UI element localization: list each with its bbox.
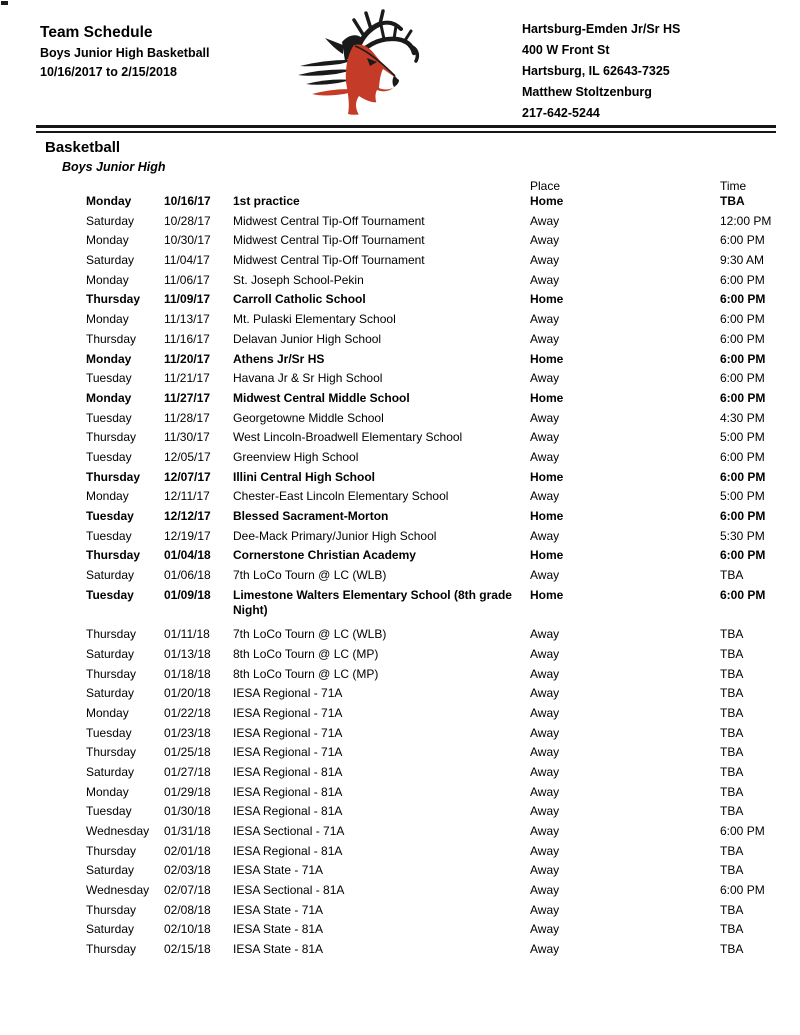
row-date: 11/16/17 — [164, 331, 210, 346]
row-time: TBA — [720, 725, 744, 740]
schedule-row — [86, 352, 780, 367]
schedule-row — [86, 430, 780, 445]
row-date: 01/06/18 — [164, 568, 211, 583]
col-header-time: Time — [720, 179, 747, 193]
row-place: Away — [530, 213, 560, 228]
row-date: 10/28/17 — [164, 213, 211, 228]
row-time: 6:00 PM — [720, 351, 766, 366]
row-date: 01/23/18 — [164, 725, 211, 740]
row-time: 6:00 PM — [720, 233, 765, 248]
row-time: TBA — [720, 902, 744, 917]
page-title: Team Schedule — [40, 24, 153, 41]
col-header-date-empty — [164, 180, 233, 193]
row-event: IESA Regional - 71A — [233, 745, 343, 760]
row-place: Away — [530, 253, 560, 268]
row-time: 6:00 PM — [720, 312, 765, 327]
row-place: Away — [530, 883, 560, 898]
row-event: West Lincoln-Broadwell Elementary School — [233, 430, 463, 445]
row-event: Carroll Catholic School — [233, 292, 366, 307]
row-date: 10/16/17 — [164, 194, 211, 208]
row-place: Away — [530, 331, 560, 346]
schedule-rows — [86, 194, 780, 957]
row-day: Tuesday — [86, 725, 132, 740]
schedule-row — [86, 765, 780, 780]
row-date: 02/01/18 — [164, 843, 211, 858]
row-time: TBA — [720, 745, 744, 760]
row-place: Away — [530, 312, 560, 327]
row-place: Away — [530, 646, 560, 661]
schedule-row — [86, 824, 780, 839]
row-place: Away — [530, 863, 560, 878]
row-event: Midwest Central Tip-Off Tournament — [233, 233, 425, 248]
schedule-row — [86, 785, 780, 800]
schedule-row — [86, 391, 780, 406]
row-date: 01/25/18 — [164, 745, 211, 760]
row-event: Mt. Pulaski Elementary School — [233, 312, 396, 327]
row-day: Saturday — [86, 922, 135, 937]
schedule-row — [86, 273, 780, 288]
row-event: St. Joseph School-Pekin — [233, 272, 364, 287]
row-day: Thursday — [86, 843, 137, 858]
row-day: Wednesday — [86, 883, 150, 898]
row-event: IESA State - 81A — [233, 922, 324, 937]
row-date: 01/04/18 — [164, 548, 211, 563]
row-place: Home — [530, 587, 564, 602]
col-header-day-empty — [86, 180, 164, 193]
row-date: 01/22/18 — [164, 705, 211, 720]
row-time: 5:00 PM — [720, 489, 765, 504]
row-day: Tuesday — [86, 528, 132, 543]
row-day: Thursday — [86, 469, 141, 484]
row-time: 6:00 PM — [720, 331, 765, 346]
row-place: Home — [530, 194, 564, 208]
row-date: 02/08/18 — [164, 902, 211, 917]
row-date: 01/11/18 — [164, 627, 210, 642]
row-time: 6:00 PM — [720, 449, 765, 464]
row-event: 8th LoCo Tourn @ LC (MP) — [233, 666, 379, 681]
row-time: TBA — [720, 922, 744, 937]
school-name: Hartsburg-Emden Jr/Sr HS — [522, 22, 681, 36]
row-event: Athens Jr/Sr HS — [233, 351, 325, 366]
schedule-row — [86, 942, 780, 957]
schedule-row — [86, 667, 780, 682]
row-date: 01/09/18 — [164, 587, 211, 602]
row-date: 11/06/17 — [164, 272, 210, 287]
row-date: 10/30/17 — [164, 233, 211, 248]
schedule-row — [86, 332, 780, 347]
row-event: Chester-East Lincoln Elementary School — [233, 489, 449, 504]
schedule-row — [86, 588, 780, 618]
row-date: 02/15/18 — [164, 942, 211, 957]
school-info — [522, 19, 680, 124]
row-place: Away — [530, 666, 560, 681]
row-day: Saturday — [86, 568, 135, 583]
row-time: 6:00 PM — [720, 824, 765, 839]
row-time: 6:00 PM — [720, 272, 765, 287]
row-date: 02/03/18 — [164, 863, 211, 878]
row-event: Dee-Mack Primary/Junior High School — [233, 528, 437, 543]
row-time: TBA — [720, 568, 744, 583]
row-place: Home — [530, 351, 564, 366]
section-team-heading: Boys Junior High — [62, 160, 166, 174]
date-range: 10/16/2017 to 2/15/2018 — [40, 65, 177, 79]
row-date: 01/18/18 — [164, 666, 211, 681]
title-block — [40, 24, 209, 79]
row-time: TBA — [720, 627, 744, 642]
row-time: 6:00 PM — [720, 390, 766, 405]
row-place: Away — [530, 942, 560, 957]
row-event: IESA Sectional - 71A — [233, 824, 345, 839]
row-date: 01/29/18 — [164, 784, 211, 799]
schedule-row — [86, 312, 780, 327]
row-date: 11/28/17 — [164, 410, 210, 425]
row-day: Thursday — [86, 292, 141, 307]
contact-phone: 217-642-5244 — [522, 106, 600, 120]
stag-head-icon — [298, 8, 428, 118]
schedule-row — [86, 548, 780, 563]
schedule-row — [86, 922, 780, 937]
schedule-row — [86, 470, 780, 485]
row-event: IESA Regional - 71A — [233, 725, 343, 740]
row-day: Thursday — [86, 430, 137, 445]
schedule-row — [86, 253, 780, 268]
row-place: Away — [530, 902, 560, 917]
row-day: Saturday — [86, 764, 135, 779]
schedule-row — [86, 411, 780, 426]
schedule-row — [86, 647, 780, 662]
row-place: Away — [530, 764, 560, 779]
row-time: TBA — [720, 804, 744, 819]
row-event: Blessed Sacrament-Morton — [233, 509, 389, 523]
row-event: Georgetowne Middle School — [233, 410, 384, 425]
schedule-row — [86, 371, 780, 386]
row-time: 4:30 PM — [720, 410, 765, 425]
schedule-row — [86, 568, 780, 583]
stag-mascot-logo — [298, 8, 428, 118]
row-place: Away — [530, 449, 560, 464]
row-place: Away — [530, 627, 560, 642]
row-event: Midwest Central Tip-Off Tournament — [233, 253, 425, 268]
row-place: Away — [530, 705, 560, 720]
schedule-row — [86, 194, 780, 209]
row-event: IESA Regional - 81A — [233, 764, 343, 779]
row-time: 9:30 AM — [720, 253, 765, 268]
row-day: Tuesday — [86, 410, 132, 425]
row-time: 6:00 PM — [720, 883, 765, 898]
row-date: 01/27/18 — [164, 764, 211, 779]
col-header-event-empty — [233, 180, 530, 193]
row-place: Away — [530, 804, 560, 819]
schedule-row — [86, 726, 780, 741]
row-event: IESA State - 71A — [233, 902, 324, 917]
row-event: IESA Sectional - 81A — [233, 883, 345, 898]
row-date: 11/27/17 — [164, 390, 211, 405]
schedule-row — [86, 292, 780, 307]
row-place: Away — [530, 784, 560, 799]
row-date: 01/30/18 — [164, 804, 211, 819]
row-event: IESA Regional - 71A — [233, 686, 343, 701]
row-date: 02/07/18 — [164, 883, 211, 898]
row-place: Away — [530, 371, 560, 386]
row-event: 7th LoCo Tourn @ LC (WLB) — [233, 627, 387, 642]
row-place: Away — [530, 922, 560, 937]
schedule-row — [86, 863, 780, 878]
row-time: TBA — [720, 942, 744, 957]
row-day: Monday — [86, 233, 129, 248]
row-date: 02/10/18 — [164, 922, 211, 937]
row-date: 12/19/17 — [164, 528, 211, 543]
schedule-row — [86, 529, 780, 544]
row-event: Havana Jr & Sr High School — [233, 371, 383, 386]
row-place: Home — [530, 390, 564, 405]
row-day: Tuesday — [86, 509, 134, 523]
row-day: Monday — [86, 312, 129, 327]
row-time: 5:30 PM — [720, 528, 765, 543]
row-day: Saturday — [86, 213, 135, 228]
col-header-place: Place — [530, 179, 561, 193]
row-date: 12/11/17 — [164, 489, 210, 504]
row-time: 6:00 PM — [720, 509, 766, 523]
row-event: Greenview High School — [233, 449, 359, 464]
row-time: TBA — [720, 666, 744, 681]
row-place: Away — [530, 430, 560, 445]
row-time: 12:00 PM — [720, 213, 772, 228]
row-place: Away — [530, 568, 560, 583]
row-day: Thursday — [86, 548, 141, 563]
row-day: Monday — [86, 784, 129, 799]
row-time: TBA — [720, 784, 744, 799]
schedule-row — [86, 214, 780, 229]
row-day: Monday — [86, 705, 129, 720]
row-day: Tuesday — [86, 449, 132, 464]
schedule-row — [86, 706, 780, 721]
schedule-row — [86, 844, 780, 859]
row-place: Away — [530, 489, 560, 504]
row-date: 12/05/17 — [164, 449, 211, 464]
row-place: Away — [530, 686, 560, 701]
row-event: 1st practice — [233, 194, 300, 208]
team-name: Boys Junior High Basketball — [40, 46, 210, 60]
row-date: 11/09/17 — [164, 292, 211, 307]
row-event: IESA Regional - 81A — [233, 843, 343, 858]
schedule-row — [86, 627, 780, 642]
row-date: 01/13/18 — [164, 646, 211, 661]
row-event: Illini Central High School — [233, 469, 376, 484]
row-time: 6:00 PM — [720, 548, 766, 563]
row-time: TBA — [720, 764, 744, 779]
row-time: 6:00 PM — [720, 587, 766, 602]
schedule-row — [86, 233, 780, 248]
row-day: Saturday — [86, 646, 135, 661]
contact-name: Matthew Stoltzenburg — [522, 85, 652, 99]
row-place: Away — [530, 725, 560, 740]
schedule-table — [86, 180, 780, 962]
row-day: Saturday — [86, 253, 135, 268]
row-day: Tuesday — [86, 804, 132, 819]
schedule-row — [86, 686, 780, 701]
row-time: TBA — [720, 863, 744, 878]
row-event: Midwest Central Tip-Off Tournament — [233, 213, 425, 228]
school-address-line2: Hartsburg, IL 62643-7325 — [522, 64, 670, 78]
row-day: Thursday — [86, 942, 137, 957]
row-time: 6:00 PM — [720, 469, 766, 484]
schedule-row — [86, 745, 780, 760]
row-place: Home — [530, 548, 564, 563]
row-day: Thursday — [86, 745, 137, 760]
row-day: Thursday — [86, 666, 137, 681]
row-time: 5:00 PM — [720, 430, 765, 445]
row-day: Monday — [86, 272, 129, 287]
row-place: Away — [530, 824, 560, 839]
row-day: Thursday — [86, 627, 137, 642]
row-day: Wednesday — [86, 824, 150, 839]
row-time: 6:00 PM — [720, 292, 766, 307]
row-day: Tuesday — [86, 371, 132, 386]
row-date: 11/20/17 — [164, 351, 211, 366]
schedule-row — [86, 489, 780, 504]
row-date: 12/12/17 — [164, 509, 211, 523]
row-date: 01/20/18 — [164, 686, 211, 701]
row-place: Home — [530, 469, 564, 484]
schedule-row — [86, 883, 780, 898]
row-place: Away — [530, 410, 560, 425]
section-sport-heading: Basketball — [45, 139, 121, 156]
row-day: Saturday — [86, 686, 135, 701]
row-place: Away — [530, 233, 560, 248]
row-event: IESA State - 71A — [233, 863, 324, 878]
row-date: 11/13/17 — [164, 312, 210, 327]
row-event: Cornerstone Christian Academy — [233, 548, 416, 563]
row-day: Monday — [86, 390, 132, 405]
row-place: Away — [530, 843, 560, 858]
schedule-row — [86, 903, 780, 918]
header-divider — [36, 125, 776, 133]
row-day: Thursday — [86, 902, 137, 917]
row-place: Away — [530, 745, 560, 760]
row-place: Home — [530, 509, 564, 523]
scan-artifact — [1, 1, 8, 5]
row-day: Tuesday — [86, 587, 134, 602]
row-day: Monday — [86, 194, 132, 208]
row-event: IESA Regional - 71A — [233, 705, 343, 720]
row-day: Monday — [86, 351, 132, 366]
school-address-line1: 400 W Front St — [522, 43, 610, 57]
row-time: TBA — [720, 843, 744, 858]
schedule-row — [86, 450, 780, 465]
row-date: 11/21/17 — [164, 371, 210, 386]
row-event: IESA Regional - 81A — [233, 804, 343, 819]
schedule-row — [86, 509, 780, 524]
row-date: 11/30/17 — [164, 430, 210, 445]
row-event: IESA Regional - 81A — [233, 784, 343, 799]
row-time: TBA — [720, 686, 744, 701]
row-day: Saturday — [86, 863, 135, 878]
row-time: TBA — [720, 705, 744, 720]
row-event: 7th LoCo Tourn @ LC (WLB) — [233, 568, 387, 583]
row-event: IESA State - 81A — [233, 942, 324, 957]
row-place: Away — [530, 272, 560, 287]
table-header-row — [86, 180, 780, 193]
row-place: Away — [530, 528, 560, 543]
row-date: 01/31/18 — [164, 824, 211, 839]
row-time: TBA — [720, 646, 744, 661]
row-day: Monday — [86, 489, 129, 504]
row-event: 8th LoCo Tourn @ LC (MP) — [233, 646, 379, 661]
row-date: 11/04/17 — [164, 253, 210, 268]
row-day: Thursday — [86, 331, 137, 346]
row-time: 6:00 PM — [720, 371, 765, 386]
row-event: Limestone Walters Elementary School (8th grade Night) — [233, 587, 512, 617]
schedule-row — [86, 804, 780, 819]
row-event: Midwest Central Middle School — [233, 390, 410, 405]
row-event: Delavan Junior High School — [233, 331, 382, 346]
row-date: 12/07/17 — [164, 469, 211, 484]
row-time: TBA — [720, 194, 745, 208]
row-place: Home — [530, 292, 564, 307]
